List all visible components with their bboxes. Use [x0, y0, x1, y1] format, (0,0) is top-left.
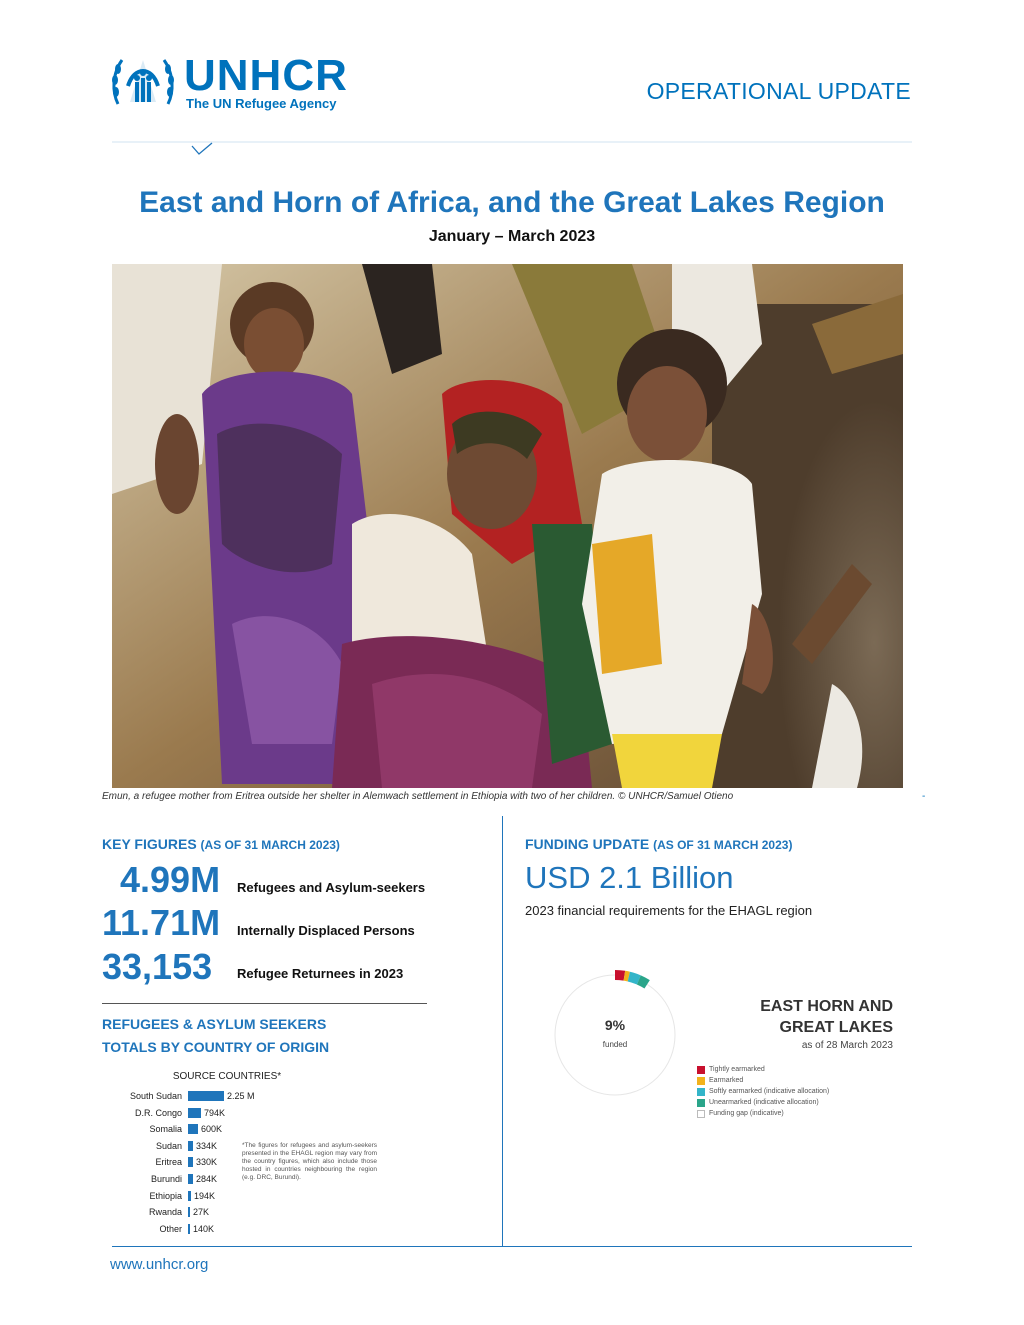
legend-item [697, 1086, 829, 1097]
key-figure-idp-label: Internally Displaced Persons [237, 923, 415, 938]
bar-value-label: 194K [194, 1190, 216, 1201]
donut-subtitle: funded [602, 1040, 628, 1049]
funding-panel-date: as of 28 March 2023 [801, 1040, 893, 1051]
legend-label: Funding gap (indicative) [709, 1110, 784, 1117]
key-figure-refugees-value: 4.99M [120, 859, 221, 900]
legend-item [697, 1075, 829, 1086]
bar [188, 1174, 193, 1184]
bar [188, 1191, 191, 1201]
legend-swatch [697, 1099, 705, 1107]
funding-panel-title [700, 996, 893, 1038]
donut-slice [624, 976, 628, 977]
legend-label: Unearmarked (indicative allocation) [709, 1099, 819, 1106]
funding-date: (AS OF 31 MARCH 2023) [653, 838, 793, 852]
funding-legend [697, 1064, 829, 1119]
bar-value-label: 794K [204, 1107, 226, 1118]
donut-slice [639, 980, 647, 984]
bar-category-label: D.R. Congo [134, 1107, 182, 1118]
donut-slice [629, 977, 639, 980]
footer-divider [112, 1246, 912, 1247]
bar [188, 1091, 224, 1101]
funding-description: 2023 financial requirements for the EHAGL region [525, 903, 813, 918]
bar-category-label: South Sudan [129, 1091, 182, 1101]
bar [188, 1141, 193, 1151]
logo-wordmark: UNHCR [184, 51, 348, 100]
key-figures-heading [102, 836, 340, 852]
bar-value-label: 330K [196, 1157, 218, 1168]
funding-donut-chart [545, 965, 685, 1105]
bar-category-label: Somalia [149, 1124, 182, 1135]
bar-value-label: 140K [193, 1223, 215, 1234]
key-figure-returnees-value: 33,153 [102, 946, 213, 987]
bar [188, 1108, 201, 1118]
donut-slice [615, 975, 624, 976]
caption-marker: - [922, 791, 926, 802]
footer-url-link[interactable]: www.unhcr.org [110, 1256, 209, 1273]
bar-category-label: Eritrea [155, 1157, 182, 1168]
bar [188, 1207, 190, 1217]
bar [188, 1224, 190, 1234]
checkmark-icon [190, 142, 214, 156]
bar-row [110, 1089, 310, 1103]
funding-title: FUNDING UPDATE [525, 836, 650, 852]
logo-subtitle: The UN Refugee Agency [186, 96, 337, 111]
header-divider [112, 141, 912, 143]
funding-heading [525, 836, 792, 852]
chart-title: SOURCE COUNTRIES* [172, 1071, 282, 1082]
bar-value-label: 600K [201, 1124, 223, 1135]
legend-swatch [697, 1088, 705, 1096]
legend-item [697, 1064, 829, 1075]
key-figure-returnees-label: Refugee Returnees in 2023 [237, 966, 404, 981]
key-figures-divider [102, 1003, 427, 1004]
column-divider [502, 816, 503, 1246]
bar-category-label: Burundi [150, 1174, 182, 1184]
legend-label: Earmarked [709, 1077, 744, 1084]
refugees-origin-heading-line2: TOTALS BY COUNTRY OF ORIGIN [102, 1039, 330, 1055]
bar-category-label: Rwanda [148, 1207, 182, 1218]
report-period: January – March 2023 [428, 228, 596, 245]
legend-label: Tightly earmarked [709, 1066, 765, 1073]
bar-value-label: 334K [196, 1140, 218, 1151]
legend-item [697, 1108, 829, 1119]
chart-footnote: *The figures for refugees and asylum-seekers presented in the EHAGL region may vary from the country figures, which also include those hosted in countries neighbouring the region (e.g. DRC, Burundi). [242, 1142, 377, 1181]
bar-value-label: 2.25 M [227, 1091, 255, 1101]
bar-row [110, 1222, 310, 1236]
legend-swatch [697, 1110, 705, 1118]
bar-row [110, 1205, 310, 1219]
document-type-label: OPERATIONAL UPDATE [646, 78, 911, 104]
key-figure-idp-value: 11.71M [102, 902, 221, 943]
donut-gap-ring [555, 975, 675, 1095]
bar-row [110, 1106, 310, 1120]
unhcr-emblem-icon [110, 52, 176, 112]
bar-row [110, 1122, 310, 1136]
key-figures-date: (AS OF 31 MARCH 2023) [200, 838, 340, 852]
donut-percentage: 9% [604, 1017, 626, 1033]
bar-value-label: 27K [193, 1207, 210, 1218]
unhcr-logo [110, 52, 360, 114]
bar [188, 1157, 193, 1167]
legend-item [697, 1097, 829, 1108]
legend-label: Softly earmarked (indicative allocation) [709, 1088, 830, 1095]
funding-panel-title-line2: GREAT LAKES [779, 1019, 893, 1036]
funding-amount: USD 2.1 Billion [525, 860, 734, 895]
cover-photo [112, 264, 903, 788]
refugees-origin-heading-line1: REFUGEES & ASYLUM SEEKERS [102, 1016, 327, 1032]
bar-category-label: Sudan [155, 1140, 182, 1151]
bar-row [110, 1189, 310, 1203]
bar-category-label: Ethiopia [149, 1190, 182, 1201]
legend-swatch [697, 1077, 705, 1085]
photo-caption: Emun, a refugee mother from Eritrea outside her shelter in Alemwach settlement in Ethiopia with two of her children. © UNHCR/Samuel Otieno [102, 791, 734, 802]
bar-value-label: 284K [196, 1174, 218, 1184]
legend-swatch [697, 1066, 705, 1074]
funding-panel-title-line1: EAST HORN AND [760, 998, 893, 1015]
bar-category-label: Other [159, 1223, 182, 1234]
bar [188, 1124, 198, 1134]
page-title: East and Horn of Africa, and the Great Lakes Region [139, 186, 885, 219]
key-figure-refugees-label: Refugees and Asylum-seekers [237, 880, 426, 895]
key-figures-title: KEY FIGURES [102, 836, 197, 852]
